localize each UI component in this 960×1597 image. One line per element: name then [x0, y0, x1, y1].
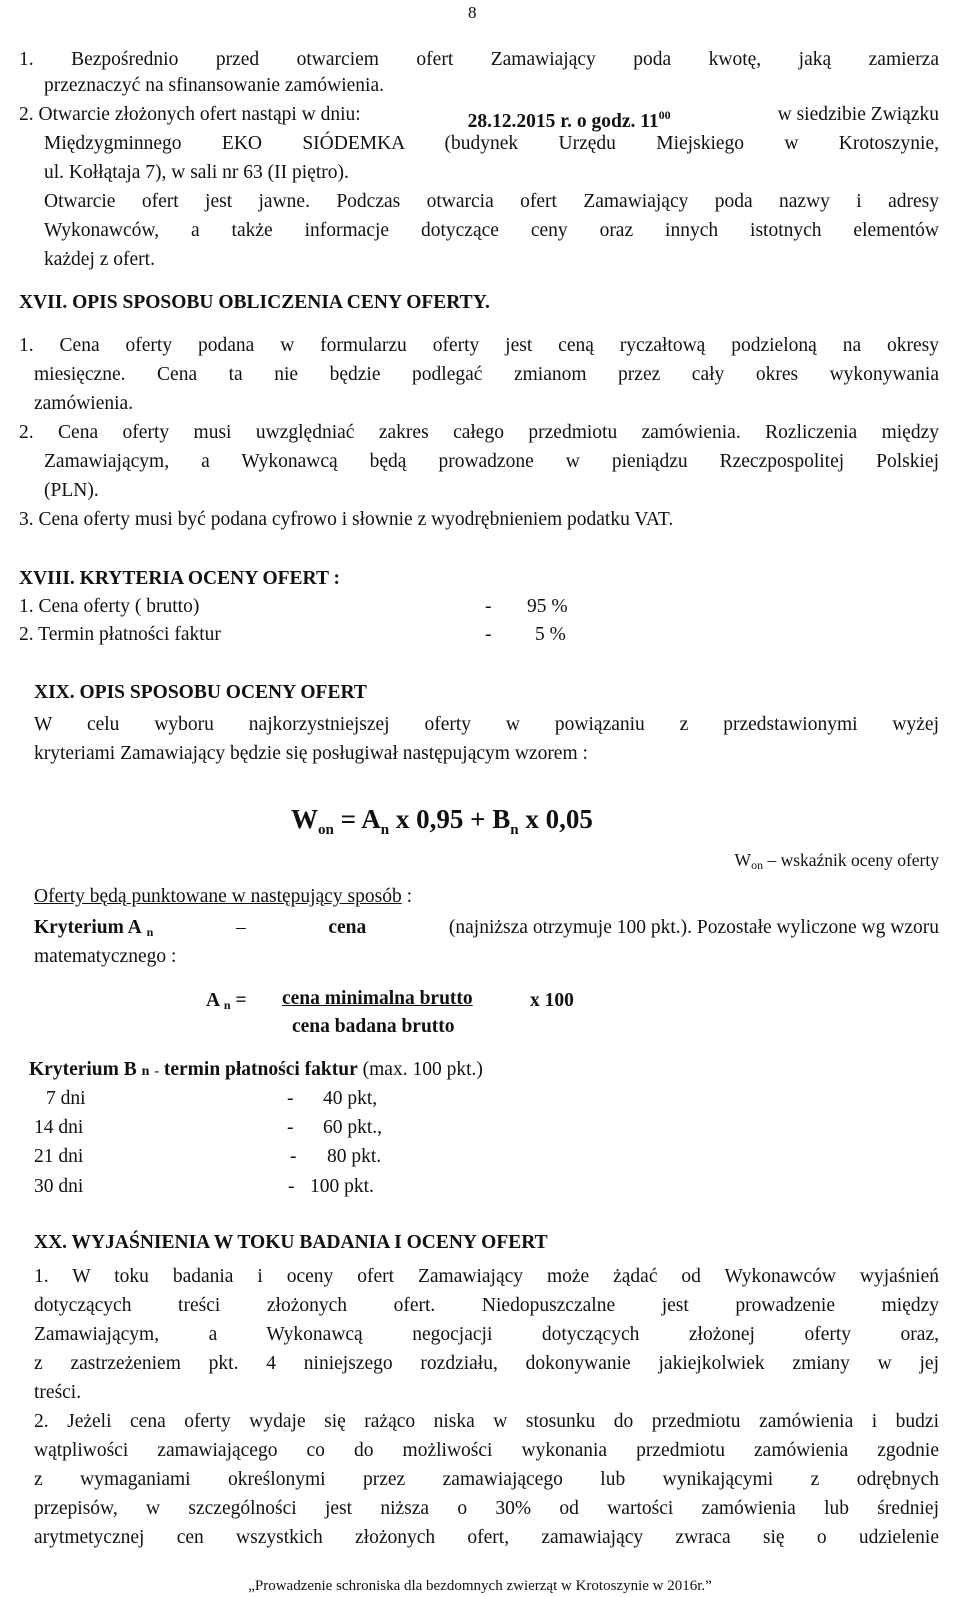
criterion-value: 5 % [535, 624, 566, 645]
criterion-label: 2. Termin płatności faktur [19, 624, 221, 645]
sec19-intro-line1: W celu wyboru najkorzystniejszej oferty w powiązaniu z przedstawionymi wyżej [34, 714, 939, 735]
payment-term-row: 14 dni [34, 1117, 84, 1138]
sec17-p1-line2: miesięczne. Cena ta nie będzie podlegać zmianom przez cały okres wykonywania [34, 364, 939, 385]
criterion-a-line2: matematycznego : [34, 946, 177, 967]
sec18-heading: XVIII. KRYTERIA OCENY OFERT : [19, 568, 340, 589]
sec16-p2-line5: Wykonawców, a także informacje dotyczące ceny oraz innych istotnych elementów [44, 220, 939, 241]
criterion-a-line1: Kryterium A $_n$ – cena (najniższa otrzymuje 100 pkt.). Pozostałe wyliczone wg wzoru [34, 917, 939, 939]
payment-term-points: 60 pkt., [323, 1117, 383, 1138]
page-footer: „Prowadzenie schroniska dla bezdomnych zwierząt w Krotoszynie w 2016r.” [248, 1578, 712, 1594]
sec17-p3: 3. Cena oferty musi być podana cyfrowo i słownie z wyodrębnieniem podatku VAT. [19, 509, 674, 530]
sec16-p2-sup: 00 [658, 108, 671, 122]
sec16-p2-line2: Międzygminnego EKO SIÓDEMKA (budynek Urzędu Miejskiego w Krotoszynie, [44, 133, 939, 154]
sec17-p2-line1: 2. Cena oferty musi uwzględniać zakres całego przedmiotu zamówienia. Rozliczenia między [19, 422, 939, 443]
sec17-heading: XVII. OPIS SPOSOBU OBLICZENIA CENY OFERTY. [19, 292, 490, 313]
payment-term-dash: - [287, 1088, 294, 1109]
payment-term-dash: - [287, 1117, 294, 1138]
sec16-p1-line2: przeznaczyć na sfinansowanie zamówienia. [44, 75, 384, 96]
sec16-p2-line4: Otwarcie ofert jest jawne. Podczas otwarcia ofert Zamawiający poda nazwy i adresy [44, 191, 939, 212]
criterion-row [19, 594, 619, 620]
payment-term-row: 7 dni [46, 1088, 86, 1109]
sec16-p2-date: 28.12.2015 r. o godz. $11^{00}$ [467, 108, 671, 132]
sec17-p2-line3: (PLN). [44, 480, 99, 501]
criterion-row [19, 622, 619, 648]
payment-term-points: 40 pkt, [323, 1088, 378, 1109]
criterion-dash: - [485, 624, 492, 645]
sec20-p1-line: dotyczących treści złożonych ofert. Niedopuszczalne jest prowadzenie między [34, 1295, 939, 1316]
sec20-p2-line: z wymaganiami określonymi przez zamawiającego lub wynikającymi z odrębnych [34, 1469, 939, 1490]
sec20-p2-line: 2. Jeżeli cena oferty wydaje się rażąco niska w stosunku do przedmiotu zamówienia i budzi [34, 1411, 939, 1432]
page-number: 8 [468, 3, 477, 22]
payment-term-points: 80 pkt. [327, 1146, 382, 1167]
sec17-p1-line1: 1. Cena oferty podana w formularzu oferty jest ceną ryczałtową podzieloną na okresy [19, 335, 939, 356]
sec16-p2-line3: ul. Kołłątaja 7), w sali nr 63 (II piętro). [44, 162, 349, 183]
sec19-intro-line2: kryteriami Zamawiający będzie się posługiwał następującym wzorem : [34, 743, 588, 764]
payment-term-row: 21 dni [34, 1146, 84, 1167]
fraction-lhs: A $_n$ = [206, 990, 247, 1012]
sec19-heading: XIX. OPIS SPOSOBU OCENY OFERT [34, 682, 367, 703]
formula-legend: $W_{on}$ – wskaźnik oceny oferty [734, 850, 939, 872]
sec17-p2-line2: Zamawiającym, a Wykonawcą będą prowadzone w pieniądzu Rzeczpospolitej Polskiej [44, 451, 939, 472]
criterion-label: 1. Cena oferty ( brutto) [19, 596, 200, 617]
fraction-denominator: cena badana brutto [292, 1016, 455, 1037]
sec20-p1-line: z zastrzeżeniem pkt. 4 niniejszego rozdziału, dokonywanie jakiejkolwiek zmiany w jej [34, 1353, 939, 1374]
criterion-value: 95 % [527, 596, 568, 617]
sec20-p1-line: Zamawiającym, a Wykonawcą negocjacji dotyczących złożonej oferty oraz, [34, 1324, 939, 1345]
sec20-p2-line: przepisów, w szczególności jest niższa o 30% od wartości zamówienia lub średniej [34, 1498, 939, 1519]
sec17-p1-line3: zamówienia. [34, 393, 134, 414]
sec20-p1-line: treści. [34, 1382, 82, 1403]
payment-term-dash: - [288, 1176, 295, 1197]
scoring-intro: Oferty będą punktowane w następujący sposób : [34, 886, 412, 907]
sec16-p2-line6: każdej z ofert. [44, 249, 155, 270]
sec20-p2-line: arytmetycznej cen wszystkich złożonych ofert, zamawiający zwraca się o udzielenie [34, 1527, 939, 1548]
payment-term-points: 100 pkt. [310, 1176, 374, 1197]
payment-term-row: 30 dni [34, 1176, 84, 1197]
sec20-p1-line: 1. W toku badania i oceny ofert Zamawiający może żądać od Wykonawców wyjaśnień [34, 1266, 939, 1287]
sec16-p2-pre: 2. Otwarcie złożonych ofert nastąpi w dniu: [19, 104, 361, 125]
fraction-times: x 100 [530, 990, 574, 1011]
payment-term-dash: - [290, 1146, 297, 1167]
sec20-p2-line: wątpliwości zamawiającego co do możliwości wykonania przedmiotu zamówienia zgodnie [34, 1440, 939, 1461]
criterion-b-line: Kryterium B n - termin płatności faktur (max. 100 pkt.) [29, 1059, 483, 1080]
sec20-heading: XX. WYJAŚNIENIA W TOKU BADANIA I OCENY OFERT [34, 1232, 548, 1253]
evaluation-formula: $W_{on} = A_n$ x $0,95 + B_n$ x 0,05 [291, 804, 593, 838]
sec16-p2-post: w siedzibie Związku [777, 104, 939, 125]
criterion-dash: - [485, 596, 492, 617]
sec16-p1-line1: 1. Bezpośrednio przed otwarciem ofert Zamawiający poda kwotę, jaką zamierza [19, 49, 939, 70]
fraction-numerator: cena minimalna brutto [282, 988, 473, 1009]
